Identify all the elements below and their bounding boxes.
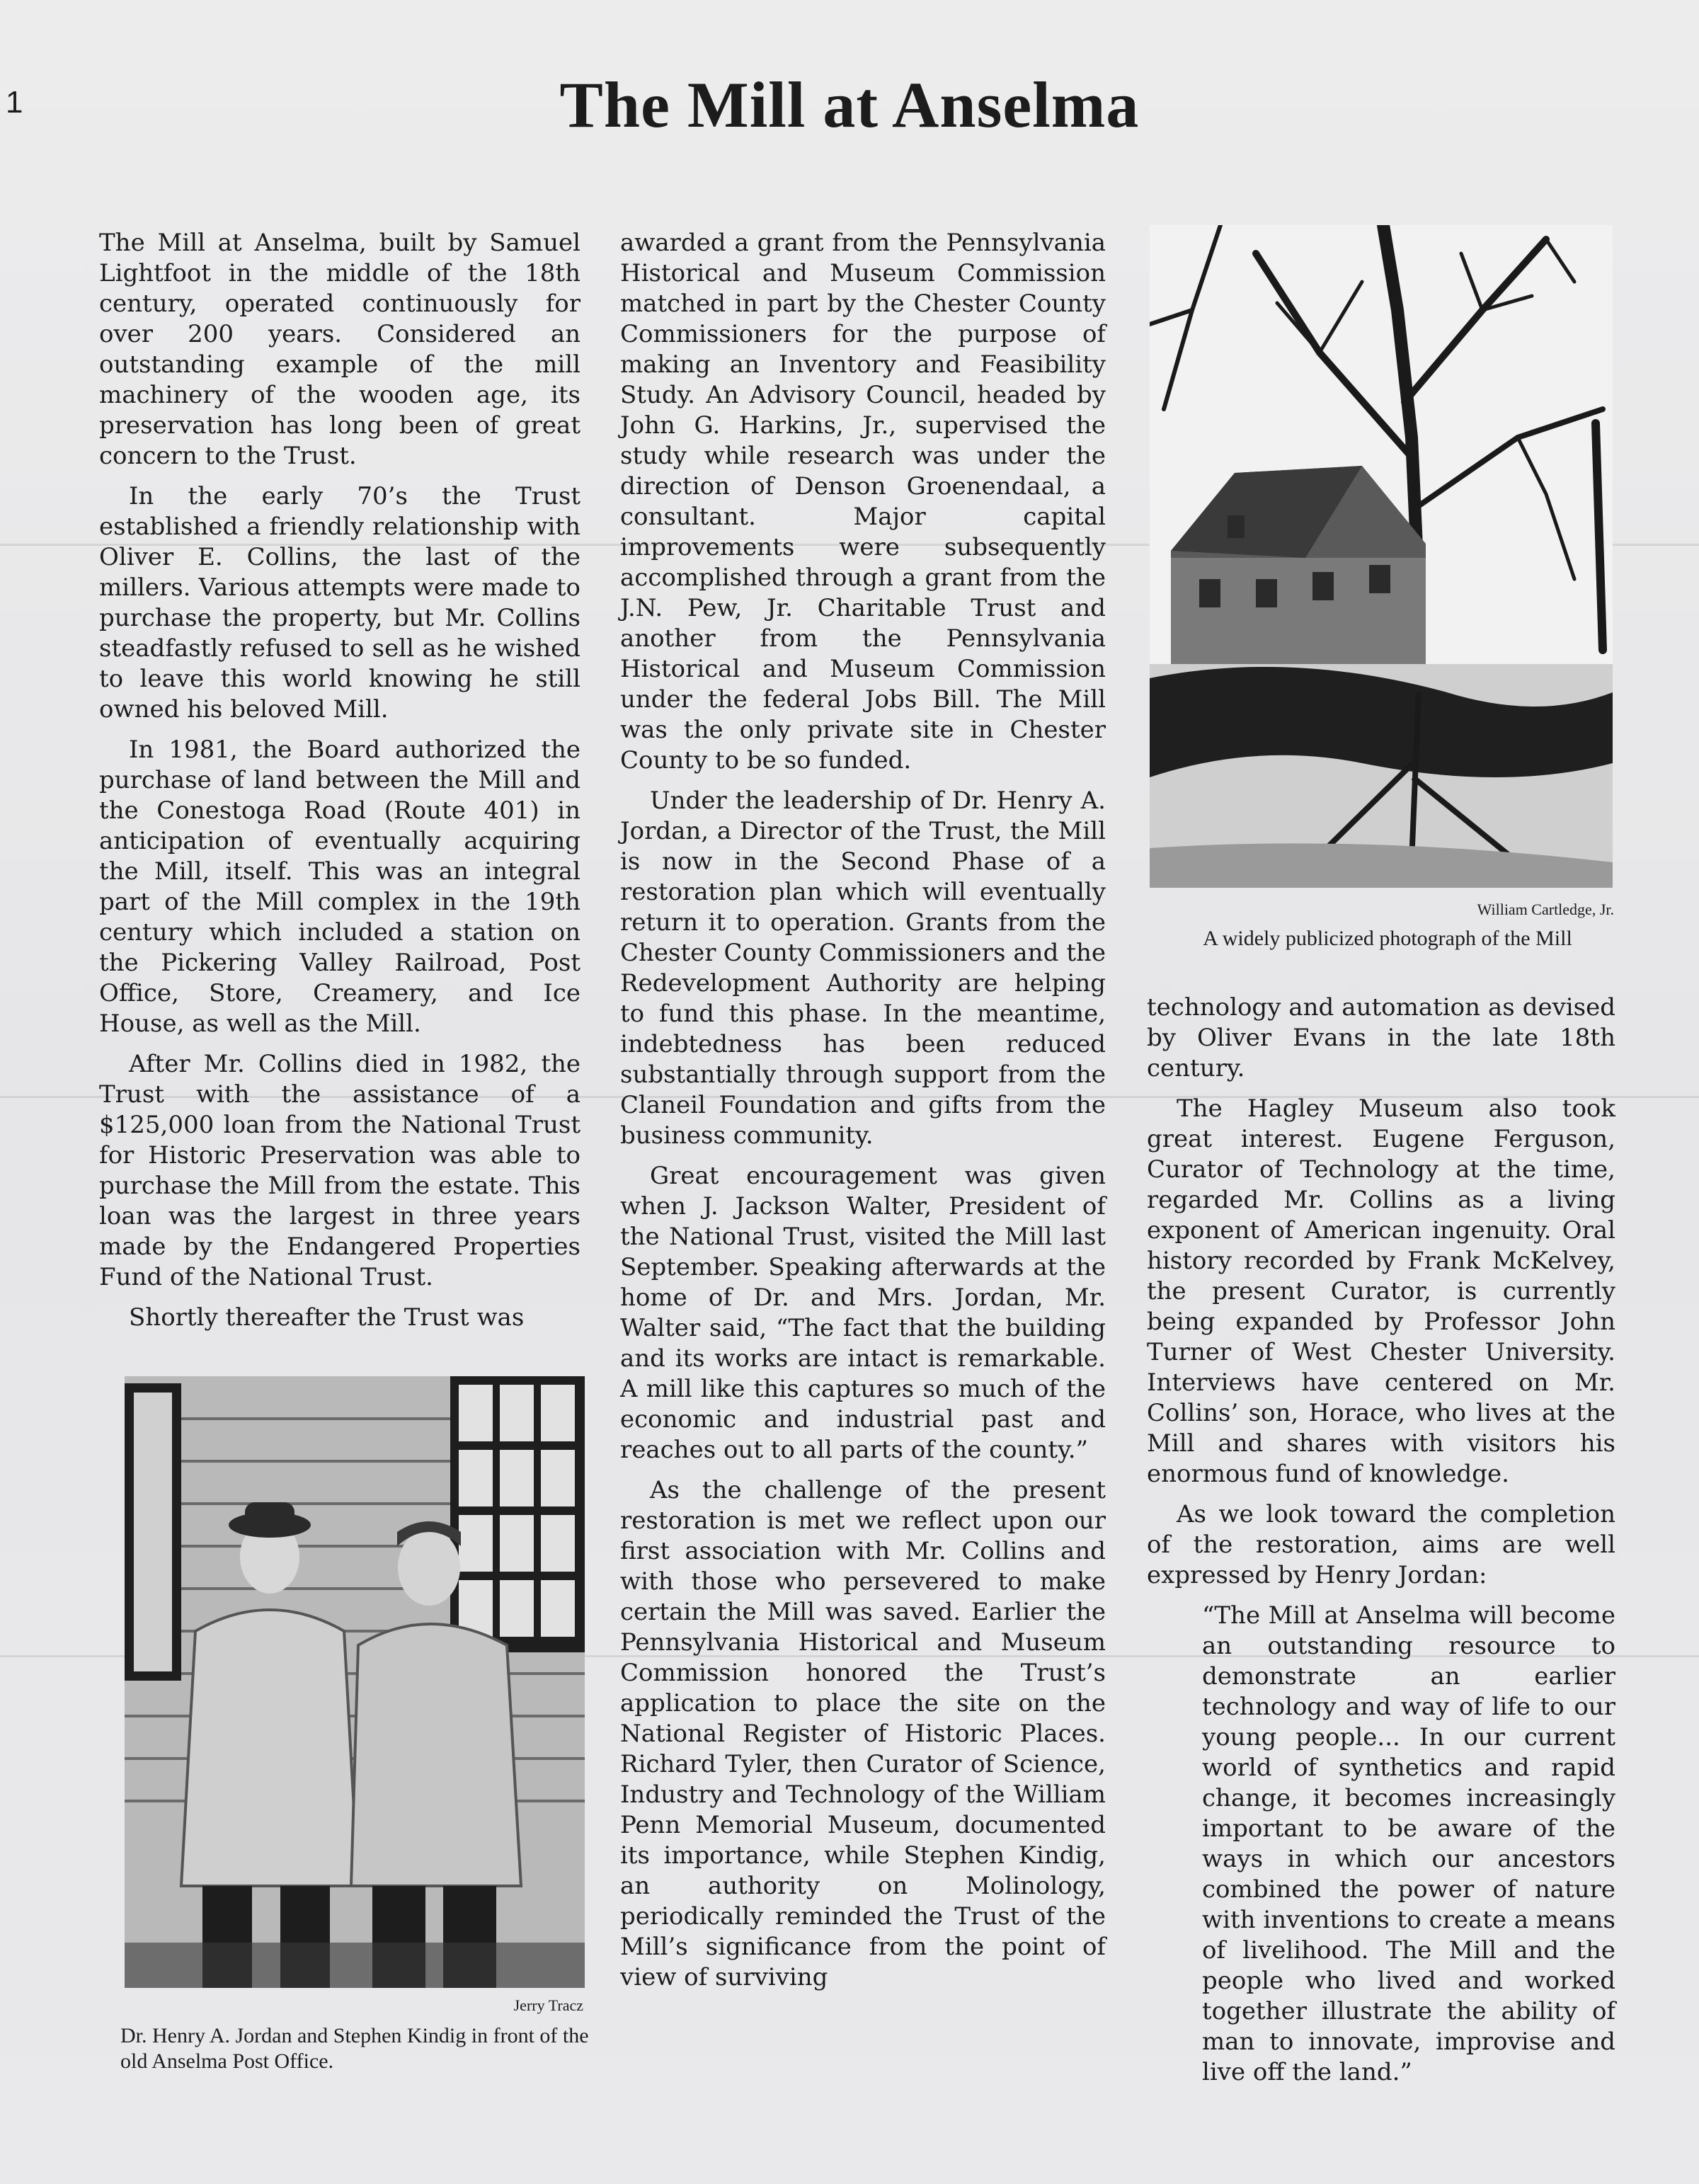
paragraph: In 1981, the Board authorized the purchase of land between the Mill and the Conestoga Road (Route 401) in anticipation of eventually acquiring the Mill, itself. This was an integral part of the Mill complex in the 19th century which included a station on the Pickering Valley Railroad, Post Office, Store, Creamery, and Ice House, as well as the Mill. [99,736,580,1038]
photo-mill [1150,225,1613,888]
photo-mill-caption: A widely publicized photograph of the Mill [1203,927,1572,950]
photo-mill-credit: William Cartledge, Jr. [1477,901,1614,918]
quote-text: “The Mill at Anselma will become an outstanding resource to demonstrate an earlier technology and way of life to our young people... In our current world of synthetics and rapid change, it becomes increasingly important to be aware of the ways in which our ancestors combined the power of nature with inventions to create a means of livelihood. The Mill and the people who lived and worked together illustrate the ability of man to innovate, improvise and live off the land.” [1202,1601,1615,2086]
paragraph: Shortly thereafter the Trust was [129,1303,525,1332]
article-column-2 [620,228,1106,2003]
paragraph: In the early 70’s the Trust established a friendly relationship with Oliver E. Collins, the last of the millers. Various attempts were made to purchase the property, but Mr. Collins steadfastly refused to sell as he wished to leave this world knowing he still owned his beloved Mill. [99,482,580,724]
paragraph: As we look toward the completion of the restoration, aims are well expressed by Henry Jordan: [1147,1500,1615,1589]
paragraph: Great encouragement was given when J. Jackson Walter, President of the National Trust, visited the Mill last September. Speaking afterwards at the home of Dr. and Mrs. Jordan, Mr. Walter said, “The fact that the building and its works are intact is remarkable. A mill like this captures so much of the economic and industrial past and reaches out to all parts of the county.” [620,1162,1106,1464]
paragraph: The Mill at Anselma, built by Samuel Lightfoot in the middle of the 18th century, operated continuously for over 200 years. Considered an outstanding example of the mill machinery of the wooden age, its preservation has long been of great concern to the Trust. [99,229,580,470]
photo-men-post-office [125,1376,585,1988]
photo-mill-image [1150,225,1613,888]
photo-men-image [125,1376,585,1988]
jordan-quote [1202,1601,1615,2088]
paragraph: awarded a grant from the Pennsylvania Historical and Museum Commission matched in part by the Chester County Commissioners for the purpose of making an Inventory and Feasibility Study. An Advisory Council, headed by John G. Harkins, Jr., supervised the study while research was under the direction of Denson Groenendaal, a consultant. Major capital improvements were subsequently accomplished through a grant from the J.N. Pew, Jr. Charitable Trust and another from the Pennsylvania Historical and Museum Commission under the federal Jobs Bill. The Mill was the only private site in Chester County to be so funded. [620,229,1106,774]
page-title: The Mill at Anselma [559,69,1140,141]
article-column-1 [99,228,580,1343]
photo-men-caption: Dr. Henry A. Jordan and Stephen Kindig in front of the old Anselma Post Office. [120,2024,589,2073]
article-column-3 [1147,993,1615,2098]
photo-men-credit: Jerry Tracz [513,1996,583,2014]
page-marker: 1 [6,85,23,120]
paragraph: As the challenge of the present restoration is met we reflect upon our first association with Mr. Collins and with those who persevered to make certain the Mill was saved. Earlier the Pennsylvania Historical and Museum Commission honored the Trust’s application to place the site on the National Register of Historic Places. Richard Tyler, then Curator of Science, Industry and Technology of the William Penn Memorial Museum, documented its importance, while Stephen Kindig, an authority on Molinology, periodically reminded the Trust of the Mill’s significance from the point of view of surviving [620,1476,1106,1991]
paragraph: After Mr. Collins died in 1982, the Trust with the assistance of a $125,000 loan from the National Trust for Historic Preservation was able to purchase the Mill from the estate. This loan was the largest in three years made by the Endangered Properties Fund of the National Trust. [99,1050,580,1291]
paragraph: The Hagley Museum also took great interest. Eugene Ferguson, Curator of Technology at the time, regarded Mr. Collins as a living exponent of American ingenuity. Oral history recorded by Frank McKelvey, the present Curator, is currently being expanded by Professor John Turner of West Chester University. Interviews have centered on Mr. Collins’ son, Horace, who lives at the Mill and shares with visitors his enormous fund of knowledge. [1147,1094,1615,1488]
paragraph: technology and automation as devised by Oliver Evans in the late 18th century. [1147,993,1615,1082]
paragraph: Under the leadership of Dr. Henry A. Jordan, a Director of the Trust, the Mill is now in the Second Phase of a restoration plan which will eventually return it to operation. Grants from the Chester County Commissioners and the Redevelopment Authority are helping to fund this phase. In the meantime, indebtedness has been reduced substantially through support from the Claneil Foundation and gifts from the business community. [620,787,1106,1150]
